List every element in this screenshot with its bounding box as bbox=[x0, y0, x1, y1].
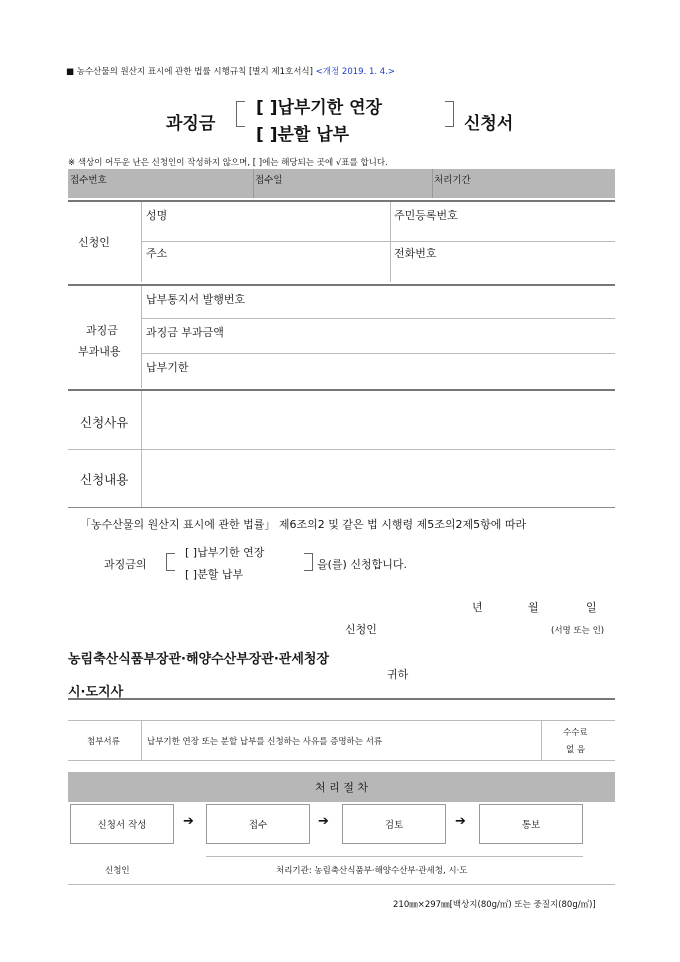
signature-field[interactable]: (서명 또는 인) bbox=[551, 626, 605, 636]
resident-number-field[interactable]: 주민등록번호 bbox=[394, 209, 458, 222]
title-option-extension: [ ]납부기한 연장 bbox=[256, 98, 382, 118]
due-date-field[interactable]: 납부기한 bbox=[146, 361, 189, 374]
title-bracket-left bbox=[236, 101, 245, 127]
statement-option-installment[interactable]: [ ]분할 납부 bbox=[185, 568, 244, 581]
paper-spec: 210㎜×297㎜[백상지(80g/㎡) 또는 중질지(80g/㎡)] bbox=[393, 900, 596, 910]
divider bbox=[141, 318, 615, 319]
fee-value: 없 음 bbox=[566, 745, 586, 755]
divider bbox=[541, 720, 542, 760]
arrow-right-icon: ➔ bbox=[318, 814, 329, 829]
divider bbox=[141, 241, 615, 242]
divider bbox=[68, 760, 615, 761]
header bbox=[66, 65, 395, 77]
procedure-step-review bbox=[342, 804, 446, 844]
arrow-right-icon: ➔ bbox=[183, 814, 194, 829]
step-label: 통보 bbox=[521, 820, 541, 831]
statement-prefix: 과징금의 bbox=[104, 558, 147, 571]
statement-option-extension[interactable]: [ ]납부기한 연장 bbox=[185, 546, 265, 559]
procedure-title: 처 리 절 차 bbox=[315, 781, 368, 794]
date-month[interactable]: 월 bbox=[528, 601, 539, 614]
statement-bracket-right bbox=[304, 553, 313, 571]
processing-period-label: 처리기간 bbox=[434, 175, 471, 186]
procedure-applicant: 신청인 bbox=[105, 866, 130, 876]
recipient-governors: 시·도지사 bbox=[68, 685, 124, 700]
procedure-step-notify bbox=[479, 804, 583, 844]
applicant-name-field[interactable]: 성명 bbox=[146, 209, 168, 222]
content-field[interactable] bbox=[142, 450, 614, 506]
step-label: 검토 bbox=[384, 820, 404, 831]
divider bbox=[68, 884, 615, 885]
divider bbox=[206, 856, 583, 857]
recipient-honorific: 귀하 bbox=[387, 668, 409, 681]
attachment-description: 납부기한 연장 또는 분할 납부를 신청하는 사유를 증명하는 서류 bbox=[147, 737, 383, 747]
statement-suffix: 을(를) 신청합니다. bbox=[317, 558, 407, 571]
divider bbox=[68, 720, 615, 721]
divider bbox=[141, 720, 142, 760]
receipt-number-label: 접수번호 bbox=[70, 175, 107, 186]
date-year[interactable]: 년 bbox=[472, 601, 483, 614]
date-day[interactable]: 일 bbox=[586, 601, 597, 614]
recipient-ministries: 농림축산식품부장관·해양수산부장관·관세청장 bbox=[68, 652, 330, 667]
title-suffix: 신청서 bbox=[464, 114, 514, 134]
penalty-section-label-2: 부과내용 bbox=[78, 345, 121, 358]
divider bbox=[432, 169, 433, 198]
procedure-step-write bbox=[70, 804, 174, 844]
divider bbox=[141, 353, 615, 354]
reason-label: 신청사유 bbox=[80, 415, 129, 430]
divider bbox=[68, 698, 615, 700]
revision-date: <개정 2019. 1. 4.> bbox=[315, 67, 395, 77]
statement-bracket-left bbox=[166, 553, 175, 571]
penalty-section-label-1: 과징금 bbox=[86, 324, 118, 337]
law-reference: ■ 농수산물의 원산지 표시에 관한 법률 시행규칙 [별지 제1호서식] bbox=[66, 67, 313, 77]
divider bbox=[68, 200, 615, 202]
divider bbox=[68, 389, 615, 391]
applicant-phone-field[interactable]: 전화번호 bbox=[394, 247, 437, 260]
procedure-agency: 처리기관: 농림축산식품부·해양수산부·관세청, 시·도 bbox=[276, 866, 468, 876]
divider bbox=[141, 202, 142, 282]
procedure-step-receipt bbox=[206, 804, 310, 844]
step-label: 접수 bbox=[248, 820, 268, 831]
procedure-header bbox=[68, 772, 615, 802]
reason-field[interactable] bbox=[142, 392, 614, 448]
applicant-section-label: 신청인 bbox=[78, 236, 110, 249]
title-option-installment: [ ]분할 납부 bbox=[256, 125, 350, 145]
step-label: 신청서 작성 bbox=[97, 820, 147, 831]
divider bbox=[68, 284, 615, 286]
legal-statement: 「농수산물의 원산지 표시에 관한 법률」 제6조의2 및 같은 법 시행령 제5조의2제5항에 따라 bbox=[80, 518, 527, 531]
receipt-date-label: 접수일 bbox=[255, 175, 283, 186]
arrow-right-icon: ➔ bbox=[455, 814, 466, 829]
divider bbox=[68, 507, 615, 508]
divider bbox=[390, 202, 391, 282]
title-prefix: 과징금 bbox=[166, 114, 216, 134]
content-label: 신청내용 bbox=[80, 472, 129, 487]
applicant-address-field[interactable]: 주소 bbox=[146, 247, 168, 260]
title-bracket-right bbox=[445, 101, 454, 127]
signature-label: 신청인 bbox=[345, 623, 377, 636]
divider bbox=[141, 286, 142, 388]
notice-number-field[interactable]: 납부통지서 발행번호 bbox=[146, 293, 246, 306]
penalty-amount-field[interactable]: 과징금 부과금액 bbox=[146, 326, 224, 339]
attachment-label: 첨부서류 bbox=[87, 737, 120, 747]
divider bbox=[253, 169, 254, 198]
instruction-note: ※ 색상이 어두운 난은 신청인이 작성하지 않으며, [ ]에는 해당되는 곳에 √표를 합니다. bbox=[68, 158, 388, 168]
receipt-row bbox=[68, 169, 615, 198]
fee-label: 수수료 bbox=[563, 728, 588, 738]
